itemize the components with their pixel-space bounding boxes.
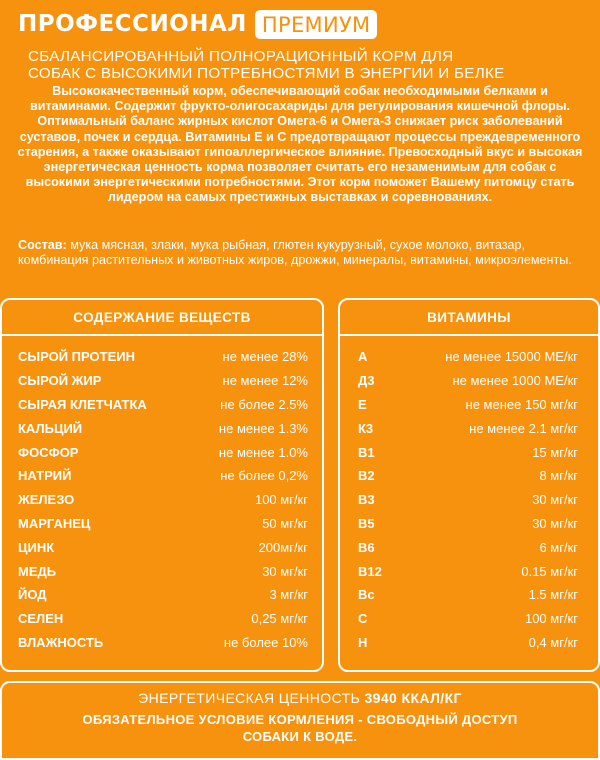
vitamin-row	[340, 535, 598, 559]
feeding-condition-line-2: СОБАКИ К ВОДЕ.	[242, 729, 358, 744]
product-description: Высококачественный корм, обеспечивающий собак необходимыми белками и витаминами. Содержит фрукто-олигосахариды для регулирования кишечной флоры. Оптимальный баланс жирных кислот Омега-6 и Омега-3 снижает риск заболеваний суставов, почек и сердца. Витамины Е и С предотвращают процессы преждевременного старения, а также оказывают гипоаллергическое влияние. Превосходный вкус и высокая энергетическая ценность корма позволяет считать его незаменимым для собак с высокими энергетическими потребностями. Этот корм поможет Вашему питомцу стать лидером на самых престижных выставках и соревнованиях.	[17, 84, 583, 205]
vitamin-row-value: не менее 150 мг/кг	[465, 396, 578, 412]
nutrient-row	[2, 535, 322, 559]
composition	[18, 238, 586, 268]
feeding-condition-line-1: ОБЯЗАТЕЛЬНОЕ УСЛОВИЕ КОРМЛЕНИЯ - СВОБОДНЫЙ ДОСТУП	[82, 712, 518, 727]
nutrient-row-name: СЫРОЙ ЖИР	[18, 373, 102, 389]
nutrient-row-name: СЫРАЯ КЛЕТЧАТКА	[18, 396, 147, 412]
premium-badge: ПРЕМИУМ	[255, 10, 378, 39]
nutrient-row-name: МЕДЬ	[18, 563, 57, 579]
nutrient-row	[2, 416, 322, 440]
vitamin-row-name: В3	[358, 492, 375, 508]
nutrient-row-value: не более 10%	[223, 634, 308, 650]
vitamins-title: ВИТАМИНЫ	[340, 300, 598, 336]
vitamin-row-name: Н	[358, 634, 368, 650]
nutrient-row-name: ВЛАЖНОСТЬ	[18, 634, 104, 650]
footer	[0, 681, 600, 760]
energy-value	[2, 688, 598, 708]
nutrients-panel	[0, 298, 324, 672]
vitamin-row-name: В2	[358, 468, 375, 484]
vitamin-row-value: не менее 2.1 мг/кг	[469, 420, 578, 436]
nutrient-row-value: не менее 1.3%	[218, 420, 308, 436]
header	[18, 8, 590, 82]
composition-label: Состав:	[18, 238, 67, 252]
vitamin-row	[340, 345, 598, 369]
nutrients-title: СОДЕРЖАНИЕ ВЕЩЕСТВ	[2, 300, 322, 336]
subtitle-line-1: СБАЛАНСИРОВАННЫЙ ПОЛНОРАЦИОННЫЙ КОРМ ДЛЯ	[28, 48, 454, 65]
nutrient-row-value: не более 0,2%	[220, 468, 308, 484]
vitamin-row	[340, 440, 598, 464]
nutrient-row-name: ФОСФОР	[18, 444, 79, 460]
brand-title: ПРОФЕССИОНАЛ	[18, 11, 247, 37]
vitamin-row-name: С	[358, 611, 368, 627]
vitamin-row-name: В6	[358, 539, 375, 555]
nutrient-row	[2, 464, 322, 488]
nutrient-row-name: КАЛЬЦИЙ	[18, 420, 83, 436]
nutrient-row	[2, 393, 322, 417]
nutrient-row	[2, 512, 322, 536]
nutrient-row-value: 200мг/кг	[258, 539, 308, 555]
vitamin-row	[340, 464, 598, 488]
vitamin-row	[340, 631, 598, 655]
vitamin-row	[340, 488, 598, 512]
subtitle	[18, 48, 590, 82]
nutrient-row-value: 50 мг/кг	[262, 515, 308, 531]
nutrient-row-name: ЙОД	[18, 587, 47, 603]
nutrient-row	[2, 559, 322, 583]
nutrient-row-name: ЖЕЛЕЗО	[18, 492, 75, 508]
vitamin-row-value: не менее 1000 МЕ/кг	[452, 373, 578, 389]
vitamin-row-value: 0,4 мг/кг	[528, 634, 578, 650]
nutrient-row	[2, 583, 322, 607]
nutrient-row-name: ЦИНК	[18, 539, 55, 555]
feeding-condition	[2, 711, 598, 745]
nutrient-row-value: не менее 12%	[222, 373, 308, 389]
vitamin-row	[340, 607, 598, 631]
vitamin-row-value: 30 мг/кг	[532, 492, 578, 508]
nutrient-row-value: не менее 28%	[222, 349, 308, 365]
nutrient-row-value: 0,25 мг/кг	[251, 611, 308, 627]
energy-amount: 3940 ККАЛ/КГ	[364, 690, 462, 706]
nutrient-row	[2, 440, 322, 464]
nutrient-row-value: 100 мг/кг	[254, 492, 308, 508]
vitamin-row-name: В1	[358, 444, 375, 460]
vitamin-row-name: В12	[358, 563, 382, 579]
nutrient-row-name: СЫРОЙ ПРОТЕИН	[18, 349, 135, 365]
nutrients-list	[2, 336, 322, 654]
vitamin-row	[340, 416, 598, 440]
vitamin-row	[340, 393, 598, 417]
vitamins-panel	[338, 298, 600, 672]
nutrient-row	[2, 369, 322, 393]
vitamin-row-name: В5	[358, 515, 375, 531]
vitamin-row	[340, 583, 598, 607]
brand-row	[18, 8, 590, 40]
nutrient-row	[2, 488, 322, 512]
vitamin-row-name: Вс	[358, 587, 375, 603]
nutrient-row-value: не более 2.5%	[220, 396, 308, 412]
vitamin-row-name: А	[358, 349, 368, 365]
vitamin-row-name: Е	[358, 396, 367, 412]
nutrient-row-name: СЕЛЕН	[18, 611, 64, 627]
energy-label: ЭНЕРГЕТИЧЕСКАЯ ЦЕННОСТЬ	[138, 690, 365, 706]
vitamin-row-name: К3	[358, 420, 374, 436]
vitamin-row-value: 6 мг/кг	[539, 539, 578, 555]
vitamin-row	[340, 369, 598, 393]
vitamin-row	[340, 512, 598, 536]
vitamin-row-value: 15 мг/кг	[532, 444, 578, 460]
vitamin-row-value: 30 мг/кг	[532, 515, 578, 531]
nutrient-row	[2, 345, 322, 369]
nutrient-row-value: не менее 1.0%	[218, 444, 308, 460]
nutrient-row-value: 30 мг/кг	[262, 563, 308, 579]
nutrient-row-value: 3 мг/кг	[269, 587, 308, 603]
vitamin-row-value: 0.15 мг/кг	[521, 563, 578, 579]
nutrient-row	[2, 631, 322, 655]
subtitle-line-2: СОБАК С ВЫСОКИМИ ПОТРЕБНОСТЯМИ В ЭНЕРГИИ И БЕЛКЕ	[28, 65, 505, 82]
vitamin-row-value: не менее 15000 МЕ/кг	[445, 349, 578, 365]
nutrient-row-name: МАРГАНЕЦ	[18, 515, 91, 531]
vitamin-row-name: Д3	[358, 373, 375, 389]
nutrient-row-name: НАТРИЙ	[18, 468, 72, 484]
vitamin-row	[340, 559, 598, 583]
nutrient-row	[2, 607, 322, 631]
vitamins-list	[340, 336, 598, 654]
vitamin-row-value: 1.5 мг/кг	[528, 587, 578, 603]
composition-text: мука мясная, злаки, мука рыбная, глютен кукурузный, сухое молоко, витазар, комбинация растительных и животных жиров, дрожжи, минералы, витамины, микроэлементы.	[18, 238, 572, 268]
vitamin-row-value: 100 мг/кг	[524, 611, 578, 627]
vitamin-row-value: 8 мг/кг	[539, 468, 578, 484]
